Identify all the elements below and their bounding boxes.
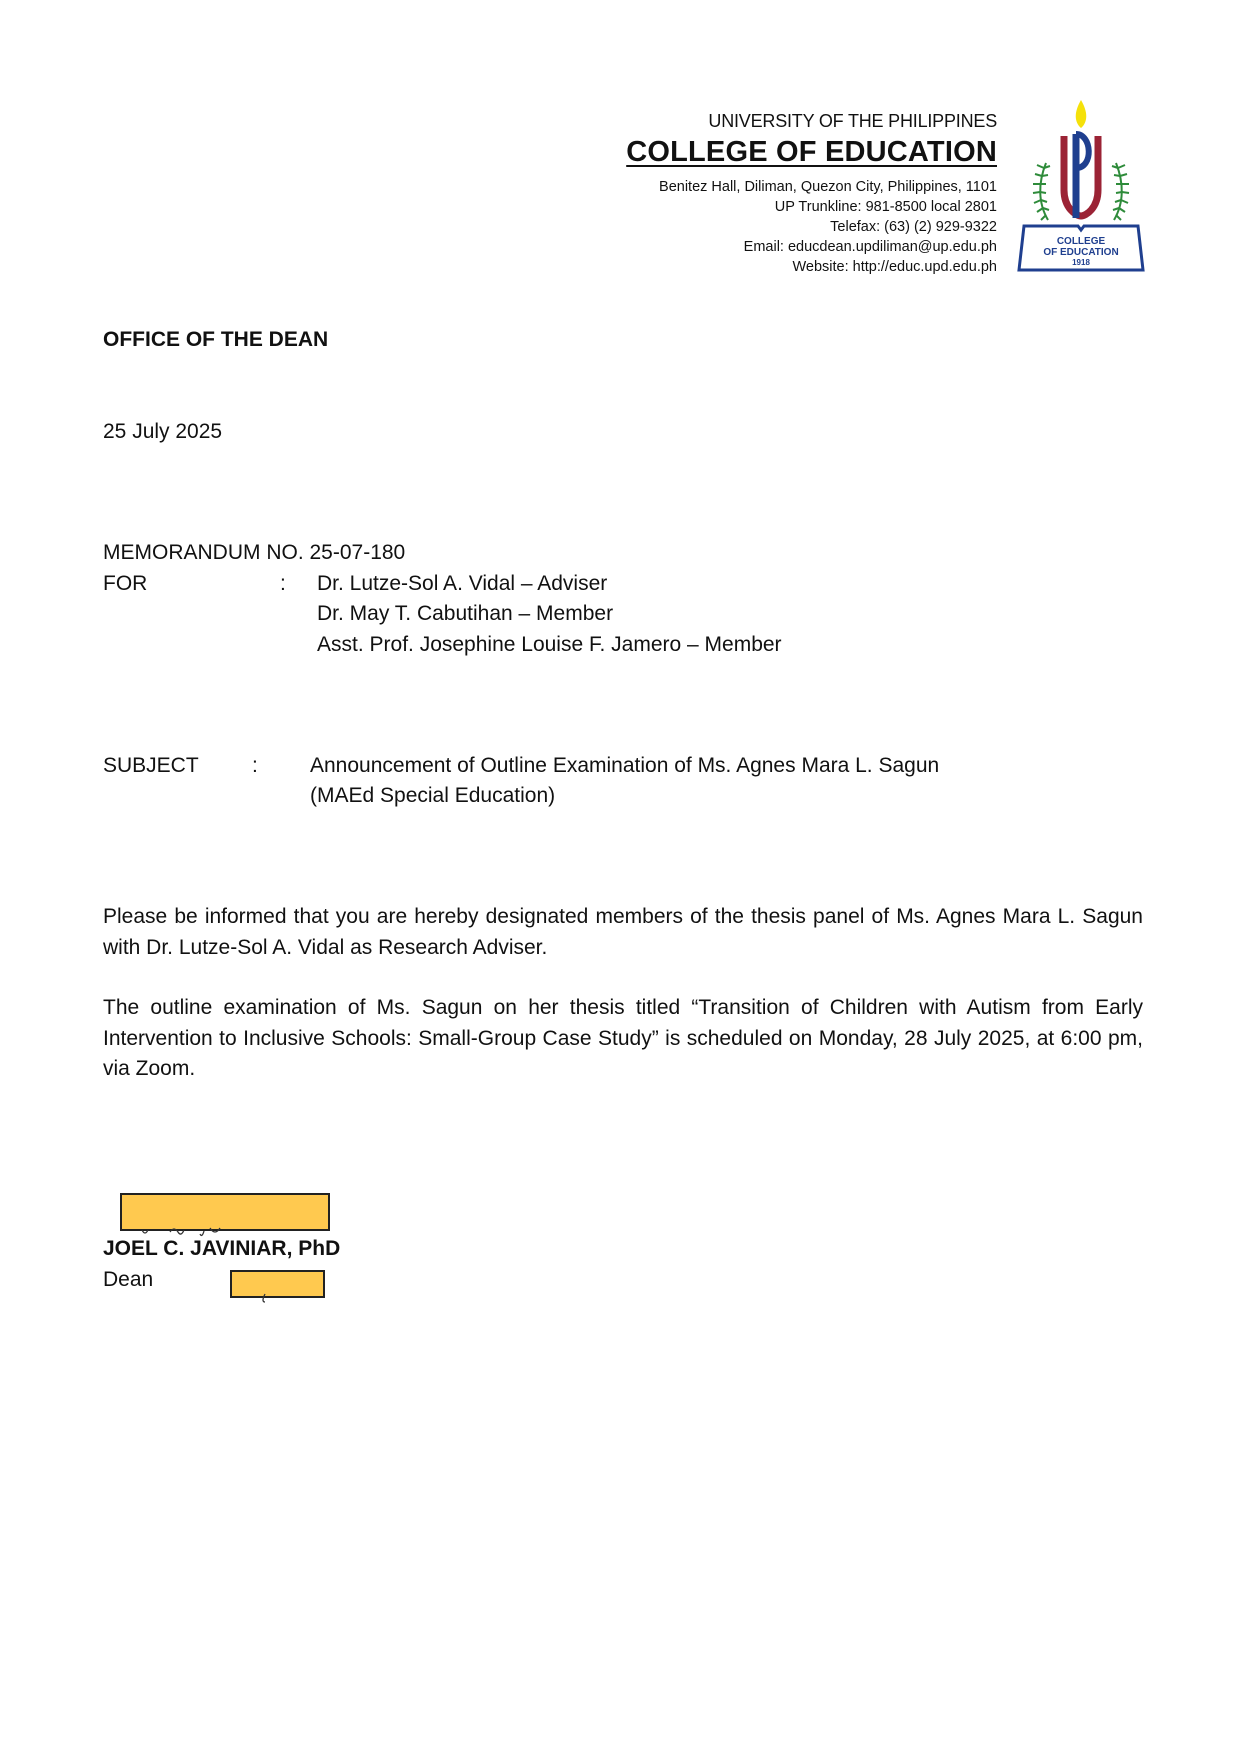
memo-date: 25 July 2025: [103, 420, 223, 443]
telefax-line: Telefax: (63) (2) 929-9322: [830, 219, 997, 235]
college-name: COLLEGE OF EDUCATION: [626, 136, 997, 168]
subject-line-2: (MAEd Special Education): [310, 784, 556, 807]
recipient-item: Dr. May T. Cabutihan – Member: [317, 602, 614, 625]
body-paragraph-1: Please be informed that you are hereby designated members of the thesis panel of Ms. Agnes Mara L. Sagun with Dr. Lutze-Sol A. Vidal as Research Adviser.: [103, 905, 1143, 959]
address-line: Benitez Hall, Diliman, Quezon City, Philippines, 1101: [659, 179, 997, 195]
laurel-left-icon: [1033, 163, 1050, 220]
for-colon: :: [280, 572, 286, 595]
university-name: UNIVERSITY OF THE PHILIPPINES: [708, 111, 997, 131]
email-line: Email: educdean.updiliman@up.edu.ph: [743, 239, 997, 255]
subject-line-1: Announcement of Outline Examination of Ms. Agnes Mara L. Sagun: [310, 754, 940, 777]
subject-label: SUBJECT: [103, 754, 199, 777]
body-paragraph-2: The outline examination of Ms. Sagun on her thesis titled “Transition of Children with Autism from Early Intervention to Inclusive Schools: Small-Group Case Study” is scheduled on Monday, 28 July 2025, at 6:00 pm, via Zoom.: [103, 996, 1143, 1080]
college-seal-logo: [1016, 98, 1146, 273]
recipient-item: Asst. Prof. Josephine Louise F. Jamero – Member: [317, 633, 782, 656]
website-line: Website: http://educ.upd.edu.ph: [792, 259, 997, 275]
office-heading: OFFICE OF THE DEAN: [103, 328, 329, 351]
seal-text-year: 1918: [1072, 258, 1090, 267]
seal-text-education: OF EDUCATION: [1043, 247, 1119, 258]
initial-scribble-icon: [255, 1292, 275, 1304]
seal-text-college: COLLEGE: [1056, 236, 1106, 247]
laurel-right-icon: [1112, 163, 1129, 220]
recipient-item: Dr. Lutze-Sol A. Vidal – Adviser: [317, 572, 608, 595]
signatory-title: Dean: [103, 1268, 154, 1291]
for-label: FOR: [103, 572, 148, 595]
memo-number: MEMORANDUM NO. 25-07-180: [103, 541, 406, 564]
initial-redaction: [230, 1270, 325, 1298]
subject-colon: :: [252, 754, 258, 777]
signature-scribble-icon: [140, 1224, 250, 1238]
signatory-name: JOEL C. JAVINIAR, PhD: [103, 1237, 341, 1260]
trunkline-line: UP Trunkline: 981-8500 local 2801: [774, 199, 997, 215]
flame-icon: [1076, 100, 1087, 128]
